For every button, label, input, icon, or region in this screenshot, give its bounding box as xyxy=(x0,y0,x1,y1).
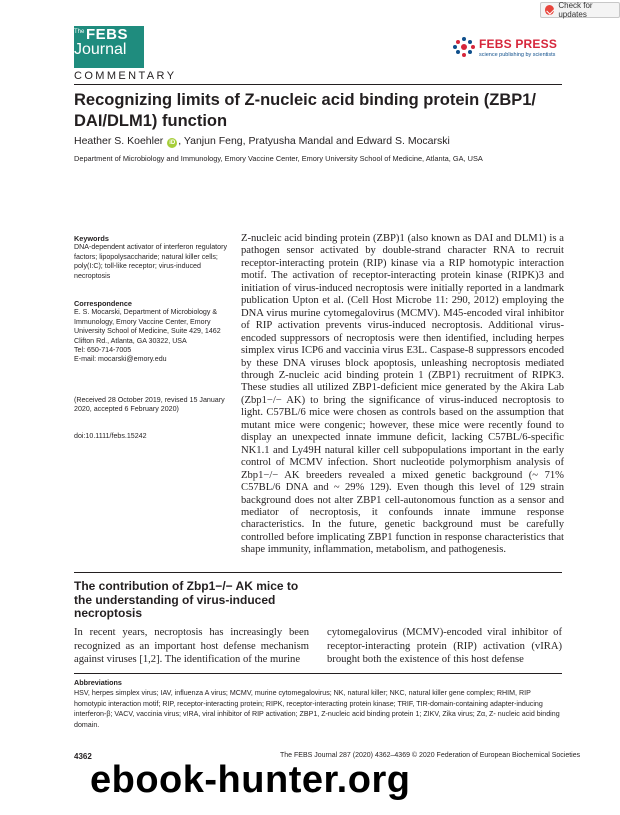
watermark: ebook-hunter.org xyxy=(90,759,411,801)
abstract xyxy=(241,233,564,557)
keywords-text: DNA-dependent activator of interferon regulatory factors; lipopolysaccharide; natural killer cells; poly(I:C); toll-like receptor; virus-induced necroptosis xyxy=(74,243,227,280)
page-number: 4362 xyxy=(74,752,92,761)
correspondence-text: E. S. Mocarski, Department of Microbiology & Immunology, Emory Vaccine Center, Emory University School of Medicine, Suite 429, 1462 Clifton Rd., Atlanta, GA 30322, USA xyxy=(74,308,221,345)
author-first: Heather S. Koehler xyxy=(74,135,164,147)
section-heading: The contribution of Zbp1−/− AK mice to the understanding of virus-induced necroptosis xyxy=(74,579,299,620)
correspondence-email[interactable]: E-mail: mocarski@emory.edu xyxy=(74,355,167,364)
febs-press-tagline: science publishing by scientists xyxy=(479,52,556,58)
abbreviations-text: HSV, herpes simplex virus; IAV, influenza A virus; MCMV, murine cytomegalovirus; NK, natural killer; NKC, natural killer gene complex; RHIM, RIP homotypic interaction motif; RIP, receptor-interacting protein; RIPK, receptor-interacting protein kinase; TRIF, TIR-domain-containing adapter-inducing interferon-β; VACV, vaccinia virus; vIRA, viral inhibitor of RIP activation; ZBP1, Z-nucleic acid binding protein 1; ZIKV, Zika virus; Zα, Z- nucleic acid binding domain. xyxy=(74,689,560,729)
author-rest: , Yanjun Feng, Pratyusha Mandal and Edward S. Mocarski xyxy=(178,135,450,147)
body-column-right xyxy=(327,626,562,667)
orcid-icon[interactable]: iD xyxy=(169,140,176,146)
check-for-updates-badge[interactable] xyxy=(540,2,620,18)
affiliation: Department of Microbiology and Immunology, Emory Vaccine Center, Emory University School of Medicine, Atlanta, GA, USA xyxy=(74,154,483,163)
doi-text[interactable]: doi:10.1111/febs.15242 xyxy=(74,432,147,440)
header-rule xyxy=(74,84,562,85)
febs-press-dots-icon xyxy=(452,36,476,58)
section-label: COMMENTARY xyxy=(74,70,177,82)
body-col2-text: cytomegalovirus (MCMV)-encoded viral inhibitor of receptor-interacting protein (RIP) activation (vIRA) brought both the existence of this host defense xyxy=(327,627,562,665)
body-col1-text: In recent years, necroptosis has increasingly been recognized as an important host defense mechanism against viruses [1,2]. The identification of the murine xyxy=(74,627,309,665)
keywords-heading: Keywords xyxy=(74,234,109,243)
keywords-block xyxy=(74,234,234,281)
correspondence-tel: Tel: 650-714-7005 xyxy=(74,346,132,355)
febs-press-logo xyxy=(452,34,560,62)
received-text: (Received 28 October 2019, revised 15 January 2020, accepted 6 February 2020) xyxy=(74,396,225,414)
correspondence-heading: Correspondence xyxy=(74,299,132,308)
journal-citation-line: The FEBS Journal 287 (2020) 4362–4369 © 2020 Federation of European Biochemical Societies xyxy=(280,752,581,759)
journal-logo-journal: Journal xyxy=(74,41,127,58)
received-dates xyxy=(74,396,234,415)
body-column-left xyxy=(74,626,309,667)
abstract-text: Z-nucleic acid binding protein (ZBP)1 (also known as DAI and DLM1) is a pathogen sensor activated by double-strand character RNA to recruit receptor-interacting protein (RIP) kinase via a RIP homotypic interaction motif. The activation of receptor-interacting protein kinase (RIPK)3 and initiation of virus-induced necroptosis were initially reported in a landmark publication Upton et al. (Cell Host Microbe 11: 290, 2012) employing the DNA virus murine cytomegalovirus (MCMV). M45-encoded viral inhibitor of RIP activation prevents virus-induced necroptosis. Additional virus-encoded suppressors of necroptosis were then identified, including herpes simplex virus ICP6 and vaccinia virus E3L. Caspase-8 suppressors encoded by these DNA viruses block apoptosis, unleashing necroptosis mediated through Z-nucleic acid binding protein 1 (ZBP1) recruitment of RIPK3. These studies all utilized ZBP1-deficient mice generated by the Akira Lab (Zbp1−/− AK) to bring the significance of virus-induced necroptosis to light. C57BL/6 mice were chosen as controls based on the assumption that mutant mice were congenic; however, these mice were recently found to display an unexpected innate immune deficit, lacking C57BL/6-specific NK1.1 and Ly49H natural killer cell subpopulations important in the early control of MCMV infection. Short nucleotide polymorphism analysis of Zbp1−/− AK breeders revealed a mixed genetic background (~ 71% C57BL/6 DNA and ~ 29% 129). Even though this level of 129 strain background does not alter ZBP1 cell-autonomous function as a sensor and mediator of necroptosis, it confounds innate immune response characteristics. In the future, genetic background must be carefully controlled before implicating ZBP1 function in response characteristics that shape immunity, inflammation, metabolism, and pathogenesis. xyxy=(241,233,564,556)
correspondence-block xyxy=(74,299,234,365)
doi-block xyxy=(74,432,234,441)
febs-journal-logo xyxy=(74,26,144,68)
check-updates-icon xyxy=(545,5,554,15)
article-title: Recognizing limits of Z-nucleic acid binding protein (ZBP1/ DAI/DLM1) function xyxy=(74,91,537,130)
abbreviations-heading: Abbreviations xyxy=(74,678,122,687)
febs-press-name: FEBS PRESS xyxy=(479,37,558,51)
journal-logo-febs: FEBS xyxy=(86,26,129,43)
author-list xyxy=(74,135,564,148)
check-updates-label: Check for updates xyxy=(558,1,593,19)
journal-logo-the: The xyxy=(74,29,85,35)
abbreviations-rule xyxy=(74,673,562,674)
abstract-rule xyxy=(74,572,562,573)
